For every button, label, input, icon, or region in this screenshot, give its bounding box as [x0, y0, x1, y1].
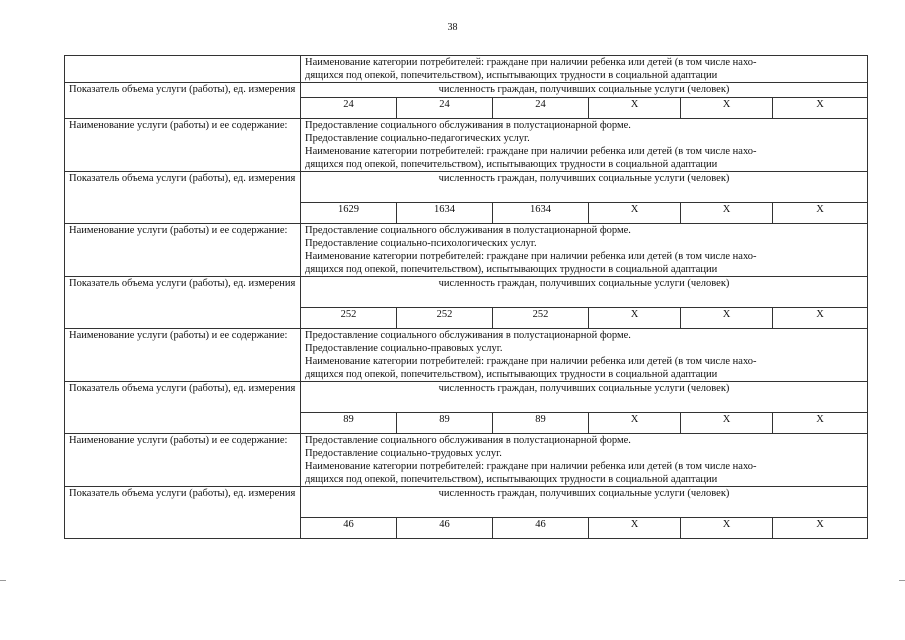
- value-cell: 24: [301, 98, 397, 119]
- unit-of-measure: численность граждан, получивших социальные услуги (человек): [301, 277, 868, 308]
- indicator-label: Показатель объема услуги (работы), ед. измерения: [65, 277, 301, 329]
- value-cell: 252: [493, 308, 589, 329]
- value-cell: X: [589, 308, 681, 329]
- value-cell: 24: [493, 98, 589, 119]
- description-line: Наименование категории потребителей: граждане при наличии ребенка или детей (в том числе нахо-: [305, 146, 757, 157]
- value-cell: X: [681, 308, 773, 329]
- service-label: Наименование услуги (работы) и ее содержание:: [65, 329, 301, 382]
- value-cell: X: [589, 413, 681, 434]
- service-description: [301, 434, 868, 487]
- indicator-row: [65, 277, 868, 308]
- value-cell: 46: [397, 518, 493, 539]
- indicator-label: Показатель объема услуги (работы), ед. измерения: [65, 487, 301, 539]
- value-cell: 1634: [493, 203, 589, 224]
- page-number: 38: [447, 22, 458, 33]
- description-line: дящихся под опекой, попечительством), испытывающих трудности в социальной адаптации: [305, 369, 718, 380]
- description-line: Предоставление социально-педагогических услуг.: [305, 133, 530, 144]
- description-line: дящихся под опекой, попечительством), испытывающих трудности в социальной адаптации: [305, 264, 718, 275]
- value-cell: X: [773, 413, 868, 434]
- description-line: дящихся под опекой, попечительством), испытывающих трудности в социальной адаптации: [305, 474, 718, 485]
- value-cell: 252: [397, 308, 493, 329]
- value-cell: X: [589, 518, 681, 539]
- unit-of-measure: численность граждан, получивших социальные услуги (человек): [301, 172, 868, 203]
- value-cell: X: [681, 98, 773, 119]
- description-line: дящихся под опекой, попечительством), испытывающих трудности в социальной адаптации: [305, 159, 718, 170]
- service-label: Наименование услуги (работы) и ее содержание:: [65, 434, 301, 487]
- right-edge-mark: [899, 580, 905, 581]
- value-cell: 46: [301, 518, 397, 539]
- service-label: Наименование услуги (работы) и ее содержание:: [65, 224, 301, 277]
- empty-label-cell: [65, 56, 301, 83]
- unit-of-measure: численность граждан, получивших социальные услуги (человек): [301, 382, 868, 413]
- value-cell: X: [773, 98, 868, 119]
- indicator-row: [65, 382, 868, 413]
- indicator-label: Показатель объема услуги (работы), ед. измерения: [65, 382, 301, 434]
- value-cell: 89: [493, 413, 589, 434]
- service-row: [65, 434, 868, 487]
- description-line: Предоставление социально-психологических услуг.: [305, 238, 537, 249]
- service-row: [65, 329, 868, 382]
- indicator-row: [65, 172, 868, 203]
- value-cell: X: [773, 203, 868, 224]
- service-row: [65, 224, 868, 277]
- value-cell: 46: [493, 518, 589, 539]
- indicator-row: [65, 83, 868, 98]
- value-cell: X: [681, 518, 773, 539]
- service-label: Наименование услуги (работы) и ее содержание:: [65, 119, 301, 172]
- description-line: Предоставление социального обслуживания в полустационарной форме.: [305, 120, 631, 131]
- value-cell: X: [773, 518, 868, 539]
- description-line: Наименование категории потребителей: граждане при наличии ребенка или детей (в том числе нахо-: [305, 57, 757, 68]
- category-row: [65, 56, 868, 83]
- value-cell: X: [589, 203, 681, 224]
- indicator-label: Показатель объема услуги (работы), ед. измерения: [65, 172, 301, 224]
- service-description: [301, 329, 868, 382]
- value-cell: 24: [397, 98, 493, 119]
- description-line: Наименование категории потребителей: граждане при наличии ребенка или детей (в том числе нахо-: [305, 461, 757, 472]
- value-cell: 252: [301, 308, 397, 329]
- value-cell: 89: [301, 413, 397, 434]
- description-line: Наименование категории потребителей: граждане при наличии ребенка или детей (в том числе нахо-: [305, 356, 757, 367]
- description-line: Наименование категории потребителей: граждане при наличии ребенка или детей (в том числе нахо-: [305, 251, 757, 262]
- service-row: [65, 119, 868, 172]
- service-description: [301, 224, 868, 277]
- value-cell: X: [589, 98, 681, 119]
- value-cell: X: [773, 308, 868, 329]
- description-line: Предоставление социального обслуживания в полустационарной форме.: [305, 225, 631, 236]
- description-line: Предоставление социального обслуживания в полустационарной форме.: [305, 435, 631, 446]
- service-description: [301, 119, 868, 172]
- unit-of-measure: численность граждан, получивших социальные услуги (человек): [301, 487, 868, 518]
- value-cell: 89: [397, 413, 493, 434]
- unit-of-measure: численность граждан, получивших социальные услуги (человек): [301, 83, 868, 98]
- indicator-label: Показатель объема услуги (работы), ед. измерения: [65, 83, 301, 119]
- value-cell: X: [681, 413, 773, 434]
- category-description: [301, 56, 868, 83]
- description-line: Предоставление социально-правовых услуг.: [305, 343, 503, 354]
- description-line: Предоставление социально-трудовых услуг.: [305, 448, 502, 459]
- value-cell: 1634: [397, 203, 493, 224]
- indicator-row: [65, 487, 868, 518]
- value-cell: X: [681, 203, 773, 224]
- left-edge-mark: [0, 580, 6, 581]
- services-table: [64, 55, 868, 539]
- description-line: дящихся под опекой, попечительством), испытывающих трудности в социальной адаптации: [305, 70, 718, 81]
- value-cell: 1629: [301, 203, 397, 224]
- description-line: Предоставление социального обслуживания в полустационарной форме.: [305, 330, 631, 341]
